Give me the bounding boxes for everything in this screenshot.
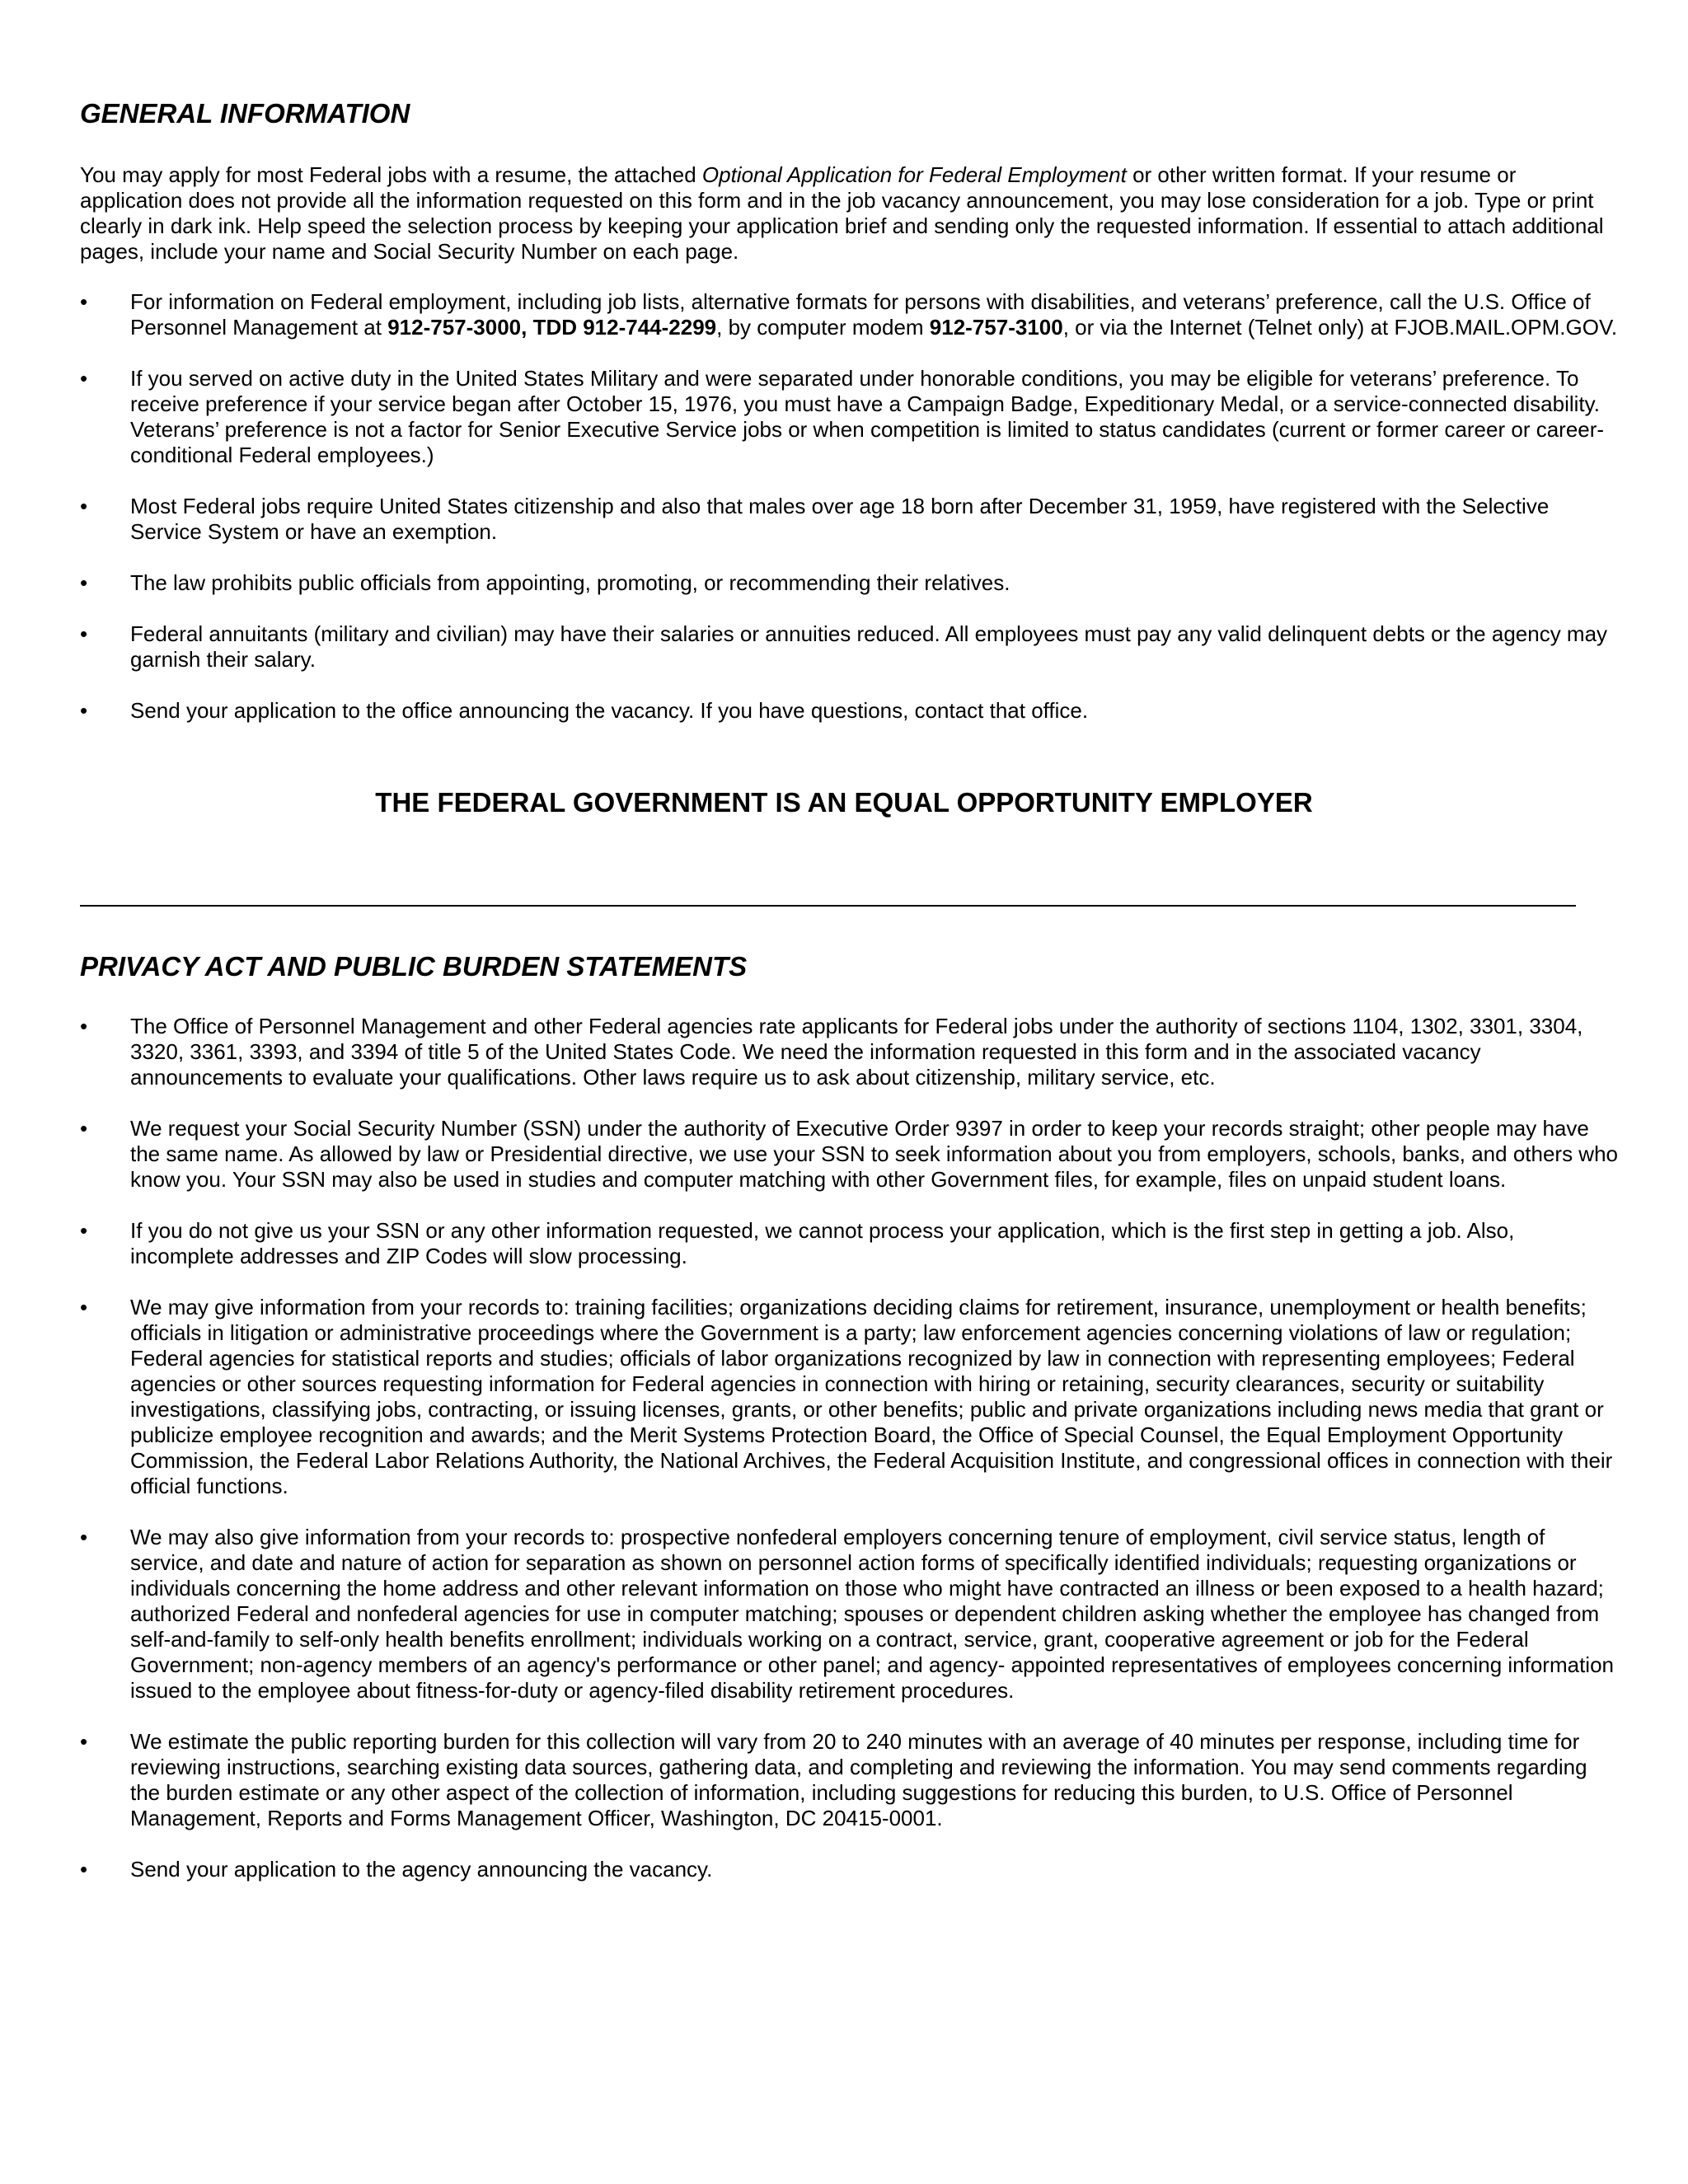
intro-form-title: Optional Application for Federal Employment: [701, 162, 1127, 187]
bullet-icon: •: [80, 621, 88, 646]
list-item: [0, 1857, 1622, 1882]
bullet-icon: •: [80, 494, 88, 518]
bullet-icon: •: [80, 1014, 88, 1038]
list-item: [0, 1116, 1622, 1193]
list-item: [0, 1218, 1622, 1269]
list-item: [0, 570, 1622, 596]
privacy-act-heading: PRIVACY ACT AND PUBLIC BURDEN STATEMENTS: [80, 951, 748, 982]
intro-text-end: or other written format. If your resume or application does not provide all the information requested on this form and in the job vacancy announcement, you may lose consideration for a job. Type or print clearly in dark ink. Help speed the selection process by keeping your application brief and sending only the requested information. If essential to attach additional pages, include your name and Social Security Number on each page.: [80, 162, 1604, 264]
list-item: [0, 1729, 1622, 1831]
routine-uses-text: We may give information from your records to: training facilities; organizations deciding claims for retirement, insurance, unemployment or health benefits; officials in litigation or administrative proceedings where the Government is a party; law enforcement agencies concerning violations of law or regulation; Federal agencies for statistical reports and studies; officials of labor organizations recognized by law in connection with representing employees; Federal agencies or other sources requesting information for Federal agencies in connection with hiring or retaining, security clearances, security or suitability investigations, classifying jobs, contracting, or issuing licenses, grants, or other benefits; public and private organizations including news media that grant or publicize employee recognition and awards; and the Merit Systems Protection Board, the Office of Special Counsel, the Equal Employment Opportunity Commission, the Federal Labor Relations Authority, the National Archives, the Federal Acquisition Institute, and congressional offices in connection with their official functions.: [130, 1295, 1613, 1498]
bullet-icon: •: [80, 289, 88, 314]
bullet-icon: •: [80, 1525, 88, 1549]
list-item: [0, 1295, 1622, 1499]
ssn-omission-text: If you do not give us your SSN or any other information requested, we cannot process your application, which is the first step in getting a job. Also, incomplete addresses and ZIP Codes will slow processing.: [130, 1218, 1515, 1268]
list-item: [0, 698, 1622, 724]
bullet-icon: •: [80, 1295, 88, 1319]
general-bullet-list: [0, 289, 1688, 724]
send-application-agency-text: Send your application to the agency announcing the vacancy.: [130, 1857, 713, 1882]
list-item: [0, 621, 1622, 673]
opm-text-3: , or via the Internet (Telnet only) at FJOB.MAIL.OPM.GOV.: [1062, 315, 1618, 340]
veterans-preference-text: If you served on active duty in the United States Military and were separated under honorable conditions, you may be eligible for veterans’ preference. To receive preference if your service began after October 15, 1976, you must have a Campaign Badge, Expeditionary Medal, or a service-connected disability. Veterans’ preference is not a factor for Senior Executive Service jobs or when competition is limited to status candidates (current or former career or career-conditional Federal employees.): [130, 366, 1605, 467]
list-item: [0, 494, 1622, 545]
opm-modem-number: 912-757-3100: [929, 315, 1063, 340]
opm-phone-numbers: 912-757-3000, TDD 912-744-2299: [387, 315, 717, 340]
intro-text-start: You may apply for most Federal jobs with a resume, the attached: [80, 162, 702, 187]
bullet-icon: •: [80, 1857, 88, 1882]
nepotism-text: The law prohibits public officials from appointing, promoting, or recommending their relatives.: [130, 570, 1010, 595]
section-divider: [80, 905, 1576, 907]
list-item: [0, 289, 1622, 340]
opm-text-2: , by computer modem: [716, 315, 930, 340]
privacy-bullet-list: [0, 1014, 1688, 1882]
bullet-icon: •: [80, 1116, 88, 1141]
list-item: [0, 366, 1622, 468]
general-information-heading: GENERAL INFORMATION: [80, 98, 410, 129]
ssn-request-text: We request your Social Security Number (SSN) under the authority of Executive Order 9397 in order to keep your records straight; other people may have the same name. As allowed by law or Presidential directive, we use your SSN to seek information about you from employers, schools, banks, and others who know you. Your SSN may also be used in studies and computer matching with other Government files, for example, files on unpaid student loans.: [130, 1116, 1619, 1192]
bullet-icon: •: [80, 698, 88, 723]
bullet-icon: •: [80, 366, 88, 391]
equal-opportunity-statement: THE FEDERAL GOVERNMENT IS AN EQUAL OPPORTUNITY EMPLOYER: [375, 787, 1313, 818]
list-item: [0, 1014, 1622, 1090]
citizenship-text: Most Federal jobs require United States citizenship and also that males over age 18 born after December 31, 1959, have registered with the Selective Service System or have an exemption.: [130, 494, 1550, 544]
bullet-icon: •: [80, 570, 88, 595]
bullet-icon: •: [80, 1729, 88, 1754]
send-application-text: Send your application to the office announcing the vacancy. If you have questions, contact that office.: [130, 698, 1089, 723]
bullet-icon: •: [80, 1218, 88, 1243]
additional-uses-text: We may also give information from your records to: prospective nonfederal employers concerning tenure of employment, civil service status, length of service, and date and nature of action for separation as shown on personnel action forms of specifically identified individuals; requesting organizations or individuals concerning the home address and other relevant information on those who might have contracted an illness or been exposed to a health hazard; authorized Federal and nonfederal agencies for use in computer matching; spouses or dependent children asking whether the employee has changed from self-and-family to self-only health benefits enrollment; individuals working on a contract, service, grant, cooperative agreement or job for the Federal Government; non-agency members of an agency's performance or other panel; and agency- appointed representatives of employees concerning information issued to the employee about fitness-for-duty or agency-filed disability retirement procedures.: [130, 1525, 1614, 1703]
opm-text-1: For information on Federal employment, including job lists, alternative formats for persons with disabilities, and veterans’ preference, call the U.S. Office of Personnel Management at: [130, 289, 1591, 340]
annuitants-text: Federal annuitants (military and civilian) may have their salaries or annuities reduced. All employees must pay any valid delinquent debts or the agency may garnish their salary.: [130, 621, 1608, 672]
authority-text: The Office of Personnel Management and other Federal agencies rate applicants for Federal jobs under the authority of sections 1104, 1302, 3301, 3304, 3320, 3361, 3393, and 3394 of title 5 of the United States Code. We need the information requested in this form and in the associated vacancy announcements to evaluate your qualifications. Other laws require us to ask about citizenship, military service, etc.: [130, 1014, 1583, 1090]
general-intro-paragraph: [80, 162, 1621, 265]
burden-estimate-text: We estimate the public reporting burden for this collection will vary from 20 to 240 minutes with an average of 40 minutes per response, including time for reviewing instructions, searching existing data sources, gathering data, and completing and reviewing the information. You may send comments regarding the burden estimate or any other aspect of the collection of information, including suggestions for reducing this burden, to U.S. Office of Personnel Management, Reports and Forms Management Officer, Washington, DC 20415-0001.: [130, 1729, 1587, 1830]
list-item: [0, 1525, 1622, 1704]
opm-contact-text: [130, 289, 1622, 340]
